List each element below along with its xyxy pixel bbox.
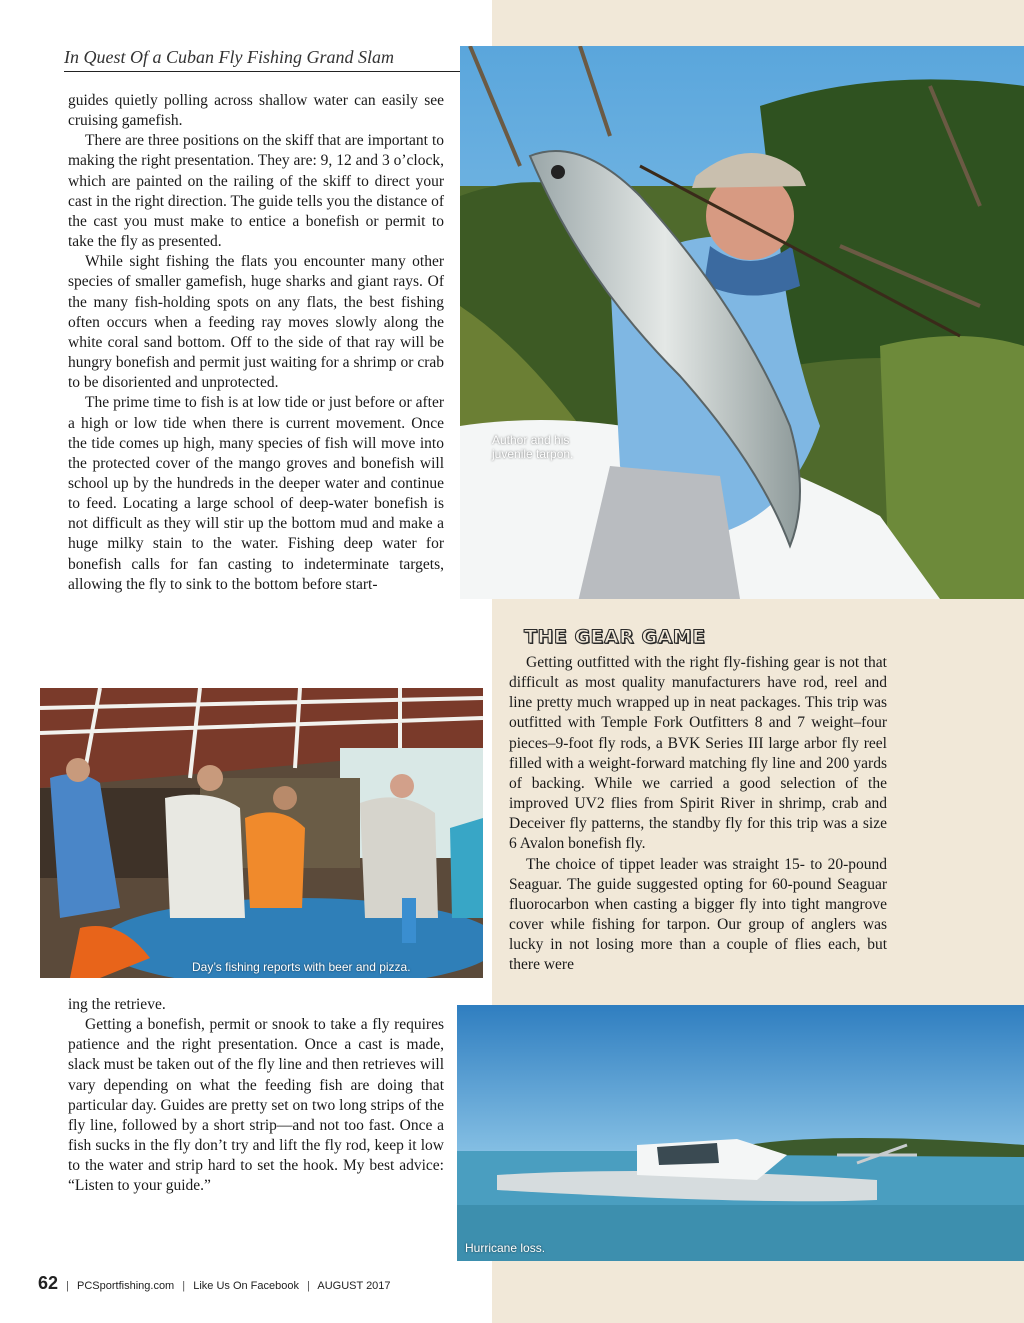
paragraph: The prime time to fish is at low tide or just before or after a high or low tide when there is current movement. Once the tide comes up high, many species of fish will move into the protected cover of the mango groves and bonefish will school up by the hundreds in the deeper water and continue to feed. Locating a large school of deep-water bonefish is not difficult as they will stir up the bottom mud and make a huge milky stain to the water. Fishing deep water for bonefish calls for fan casting to indeterminate targets, allowing the fly to sink to the bottom before start- <box>68 394 444 593</box>
paragraph: ing the retrieve. <box>68 996 166 1013</box>
paragraph: guides quietly polling across shallow water can easily see cruising gamefish. <box>68 92 444 130</box>
footer-divider: | <box>307 1280 310 1292</box>
group-caption: Day’s fishing reports with beer and pizza. <box>192 960 411 974</box>
boat-caption: Hurricane loss. <box>465 1241 546 1255</box>
footer-divider: | <box>66 1280 69 1292</box>
footer-facebook: Like Us On Facebook <box>193 1280 299 1292</box>
footer-website: PCSportfishing.com <box>77 1280 175 1292</box>
page-footer <box>38 1273 391 1295</box>
article-column-left-bottom <box>68 995 444 1197</box>
paragraph: While sight fishing the flats you encounter many other species of smaller gamefish, huge sharks and giant rays. Of the many fish-holding spots on any flats, the best fishing often occurs when a feeding ray moves slowly along the white coral sand bottom. Off to the side of that ray will be hungry bonefish and permit just waiting for a shrimp or crab to be disoriented and unprotected. <box>68 253 444 392</box>
caption-text: Author and his juvenile tarpon. <box>492 433 574 461</box>
tarpon-photo <box>460 46 1024 599</box>
section-title: THE GEAR GAME <box>524 626 706 648</box>
paragraph: There are three positions on the skiff that are important to making the right presentation. They are: 9, 12 and 3 o’clock, which are painted on the railing of the skiff to direct your cast in the right direction. The guide tells you the distance of the cast you must make to entice a bonefish or permit to take the fly as presented. <box>68 132 444 251</box>
group-photo <box>40 688 483 978</box>
paragraph: Getting a bonefish, permit or snook to take a fly requires patience and the right presentation. Once a cast is made, slack must be taken out of the fly line and then retrieves will vary depending on what the feeding fish are doing that particular day. Guides are pretty set on two long strips of the fly line, followed by a short strip—and not too fast. Once a fish sucks in the fly don’t try and lift the fly rod, keep it low to the water and strip hard to set the hook. My best advice: “Listen to your guide.” <box>68 1016 444 1195</box>
article-column-right <box>509 653 887 976</box>
page-number: 62 <box>38 1273 59 1293</box>
running-head: In Quest Of a Cuban Fly Fishing Grand Slam <box>64 47 460 72</box>
paragraph: Getting outfitted with the right fly-fishing gear is not that difficult as most quality manufacturers have rod, reel and line pretty much wrapped up in neat packages. This trip was outfitted with Temple Fork Outfitters 8 and 7 weight–four pieces–9-foot fly rods, a BVK Series III large arbor fly reel filled with a weight-forward matching fly line and 200 yards of backing. While we carried a good selection of the improved UV2 flies from Spirit River in shrimp, crab and Deceiver fly patterns, the standby fly for this trip was a size 6 Avalon bonefish fly. <box>509 654 887 853</box>
boat-photo <box>457 1005 1024 1261</box>
footer-issue: AUGUST 2017 <box>317 1280 391 1292</box>
tarpon-caption <box>492 433 573 461</box>
paragraph: The choice of tippet leader was straight 15- to 20-pound Seaguar. The guide suggested opting for 60-pound Seaguar fluorocarbon when casting a bigger fly into tight mangrove cover while fishing for tarpon. Our group of anglers was lucky in not losing more than a couple of flies each, but there were <box>509 855 887 974</box>
article-column-left-top <box>68 91 444 595</box>
footer-divider: | <box>182 1280 186 1292</box>
